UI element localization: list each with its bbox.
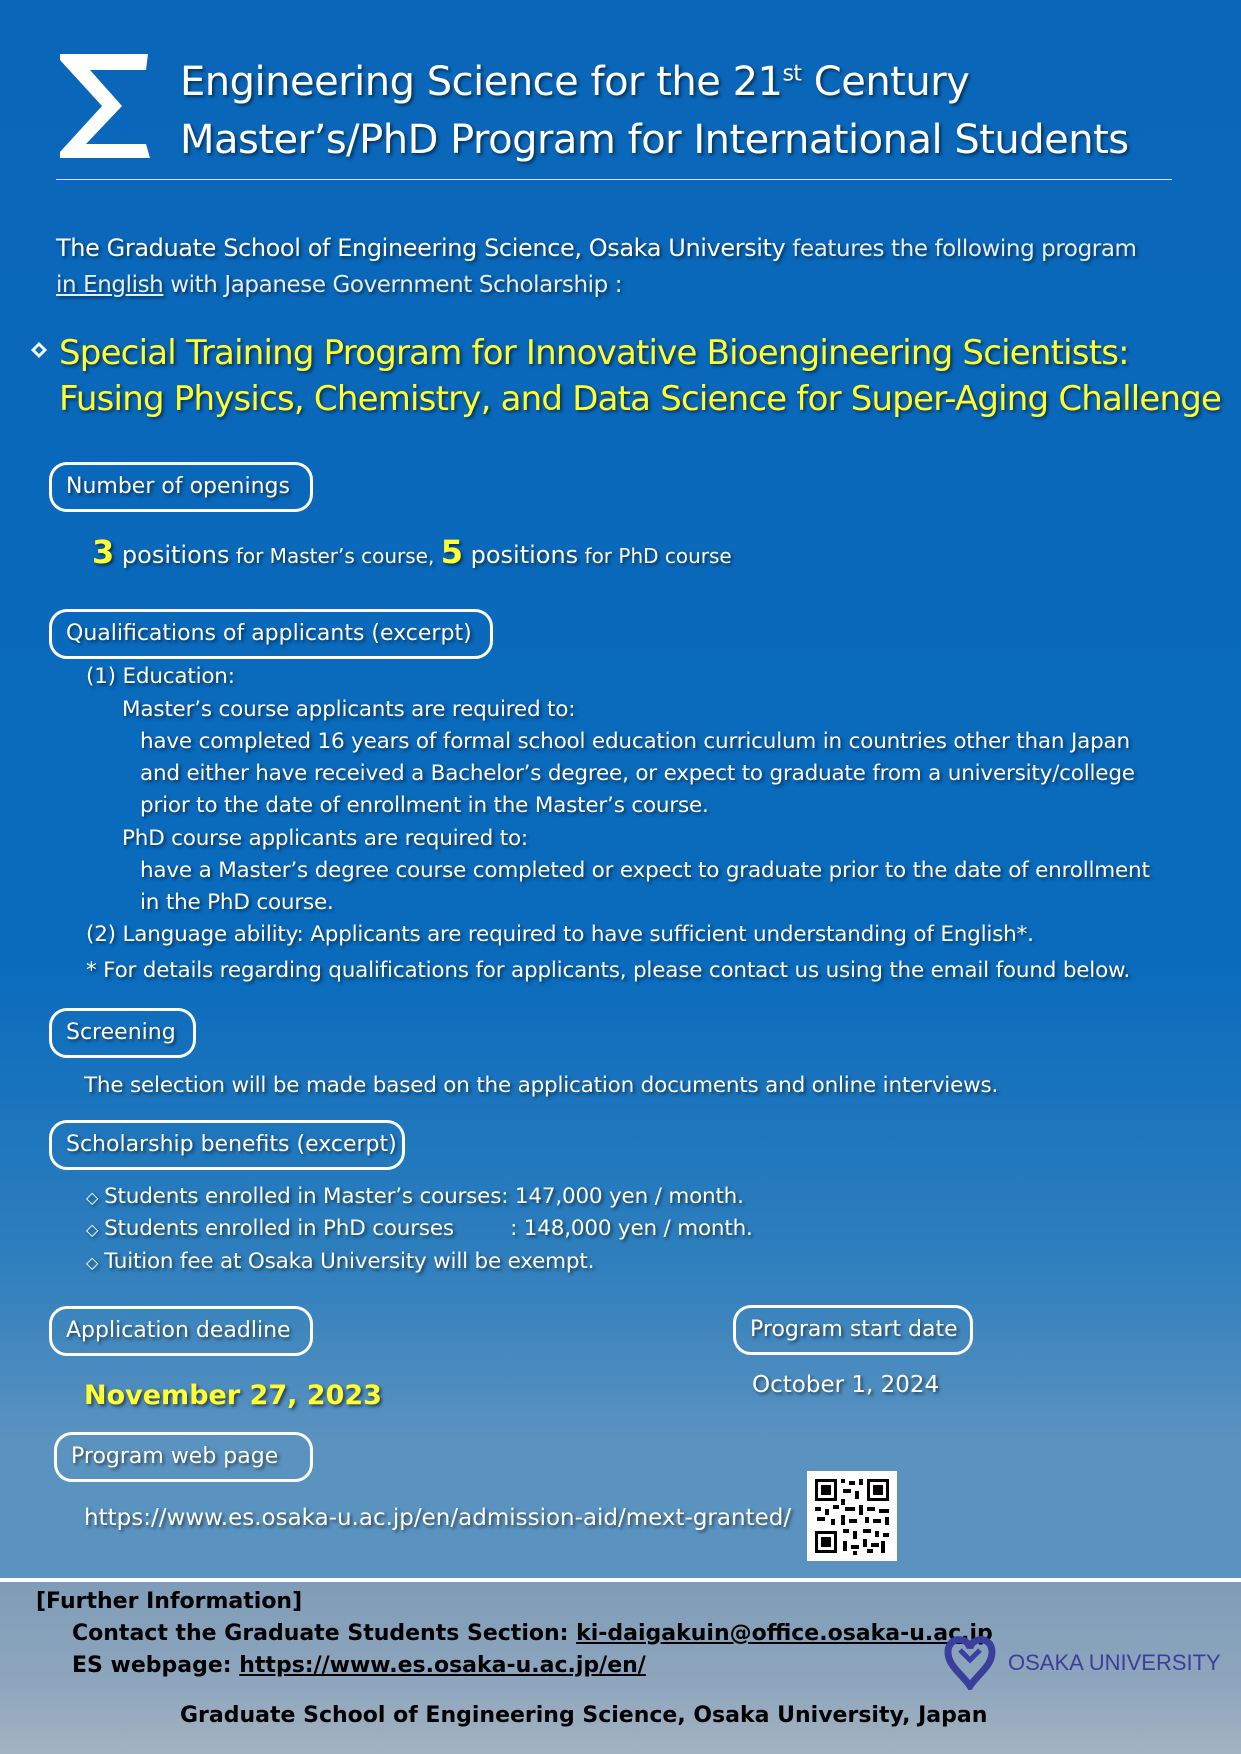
benefit-item: ◇ Tuition fee at Osaka University will be exempt. bbox=[86, 1249, 595, 1274]
osaka-university-logo bbox=[940, 1630, 1221, 1690]
qr-code-icon[interactable] bbox=[807, 1471, 897, 1561]
education-heading: (1) Education: bbox=[86, 664, 235, 689]
es-webpage-link[interactable]: https://www.es.osaka-u.ac.jp/en/ bbox=[239, 1653, 646, 1678]
start-date-value: October 1, 2024 bbox=[752, 1372, 940, 1398]
in-english-text: in English bbox=[56, 272, 164, 298]
phd-req-line1: have a Master’s degree course completed or expect to graduate prior to the date of enrollment bbox=[140, 858, 1150, 883]
diamond-bullet-icon: ◇ bbox=[86, 1220, 99, 1239]
screening-text: The selection will be made based on the application documents and online interviews. bbox=[84, 1073, 999, 1098]
intro-line2: in English with Japanese Government Scholarship : bbox=[56, 272, 623, 298]
program-title-line2: Fusing Physics, Chemistry, and Data Science for Super-Aging Challenge bbox=[59, 379, 1222, 419]
masters-req-line2: and either have received a Bachelor’s degree, or expect to graduate from a university/college bbox=[140, 761, 1135, 786]
openings-text: 3 positions for Master’s course, 5 positions for PhD course bbox=[92, 533, 732, 571]
phd-req-line2: in the PhD course. bbox=[140, 890, 334, 915]
sigma-logo-icon bbox=[56, 50, 152, 162]
contact-line: Contact the Graduate Students Section: ki-daigakuin@office.osaka-u.ac.jp bbox=[72, 1621, 993, 1646]
qualifications-pill: Qualifications of applicants (excerpt) bbox=[49, 609, 493, 659]
school-name: Graduate School of Engineering Science, Osaka University, Japan bbox=[180, 1703, 988, 1728]
header-divider bbox=[56, 179, 1172, 180]
deadline-value: November 27, 2023 bbox=[84, 1380, 382, 1411]
osaka-university-logo-text: OSAKA UNIVERSITY bbox=[1008, 1650, 1221, 1675]
diamond-bullet-icon: ◇ bbox=[86, 1188, 99, 1207]
benefit-item: ◇ Students enrolled in PhD courses : 148,000 yen / month. bbox=[86, 1216, 753, 1241]
language-requirement: (2) Language ability: Applicants are required to have sufficient understanding of English*. bbox=[86, 922, 1034, 947]
diamond-bullet-icon bbox=[30, 341, 48, 359]
start-date-pill: Program start date bbox=[733, 1305, 973, 1355]
diamond-bullet-icon: ◇ bbox=[86, 1253, 99, 1272]
page-title-line2: Master’s/PhD Program for International Students bbox=[180, 117, 1129, 163]
further-info-heading: [Further Information] bbox=[36, 1589, 303, 1614]
masters-req-line3: prior to the date of enrollment in the Master’s course. bbox=[140, 793, 709, 818]
page-title-line1: Engineering Science for the 21st Century bbox=[180, 59, 970, 105]
contact-email-link[interactable]: ki-daigakuin@office.osaka-u.ac.jp bbox=[576, 1621, 993, 1646]
openings-pill: Number of openings bbox=[49, 462, 313, 512]
program-title-line1: Special Training Program for Innovative Bioengineering Scientists: bbox=[59, 333, 1129, 373]
screening-pill: Screening bbox=[49, 1008, 196, 1058]
masters-heading: Master’s course applicants are required to: bbox=[122, 697, 576, 722]
deadline-pill: Application deadline bbox=[49, 1306, 313, 1356]
benefits-pill: Scholarship benefits (excerpt) bbox=[49, 1120, 405, 1170]
program-url[interactable]: https://www.es.osaka-u.ac.jp/en/admission-aid/mext-granted/ bbox=[84, 1505, 792, 1531]
es-webpage-line: ES webpage: https://www.es.osaka-u.ac.jp/en/ bbox=[72, 1653, 646, 1678]
intro-line1: The Graduate School of Engineering Science, Osaka University features the following program bbox=[56, 234, 1137, 262]
phd-heading: PhD course applicants are required to: bbox=[122, 826, 528, 851]
osaka-university-emblem-icon bbox=[940, 1630, 1000, 1690]
masters-req-line1: have completed 16 years of formal school education curriculum in countries other than Japan bbox=[140, 729, 1130, 754]
web-page-pill: Program web page bbox=[54, 1432, 313, 1482]
benefit-item: ◇ Students enrolled in Master’s courses: 147,000 yen / month. bbox=[86, 1184, 744, 1209]
qualifications-note: * For details regarding qualifications for applicants, please contact us using the email found below. bbox=[86, 958, 1131, 983]
